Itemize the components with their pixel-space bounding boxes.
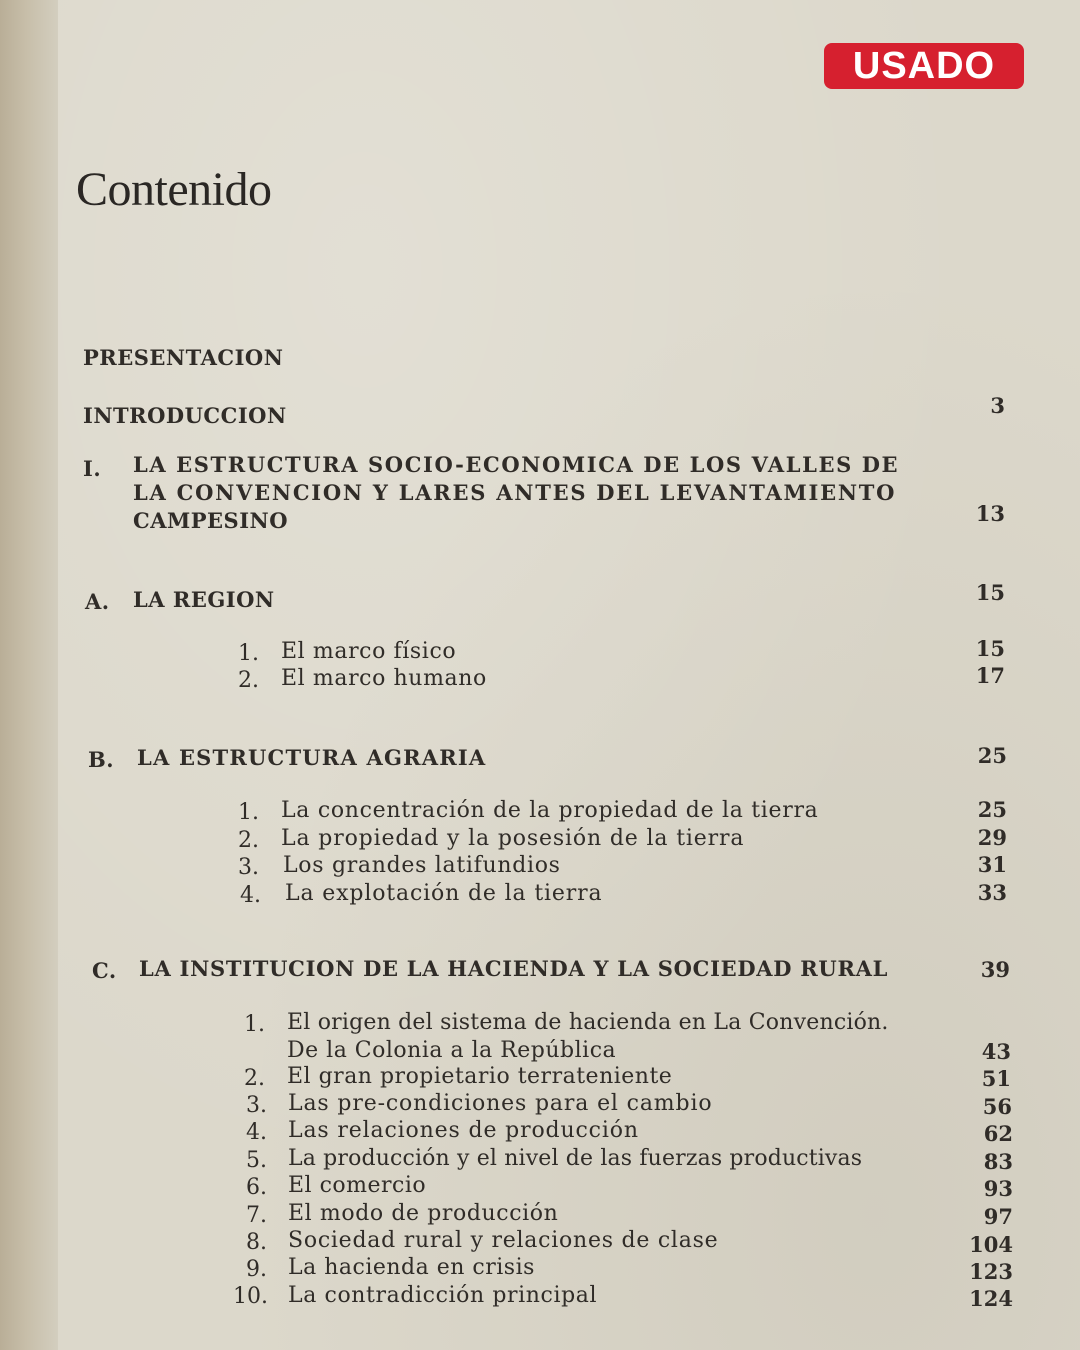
toc-item-page: 62 xyxy=(983,1121,1013,1146)
toc-item-page: 33 xyxy=(977,880,1007,905)
toc-item-num: 4. xyxy=(240,883,261,908)
toc-item-page: 31 xyxy=(977,852,1007,877)
toc-chapter1-line2: LA CONVENCION Y LARES ANTES DEL LEVANTAMIENTO xyxy=(133,480,897,505)
toc-chapter1-line1: LA ESTRUCTURA SOCIO-ECONOMICA DE LOS VALLES DE xyxy=(133,452,900,477)
toc-item-num: 1. xyxy=(238,641,259,666)
toc-item-page: 51 xyxy=(981,1066,1011,1091)
toc-sectionA-letter: A. xyxy=(85,589,110,614)
toc-sectionB-page: 25 xyxy=(977,743,1007,768)
toc-item-page: 56 xyxy=(982,1094,1012,1119)
toc-introduccion: INTRODUCCION xyxy=(83,403,287,428)
toc-item-num: 8. xyxy=(246,1230,267,1255)
book-spine-shadow xyxy=(0,0,58,1350)
toc-item-text: El comercio xyxy=(288,1173,427,1198)
page-title: Contenido xyxy=(76,163,272,216)
toc-item-text: Las pre-condiciones para el cambio xyxy=(288,1091,713,1116)
toc-item-text: La producción y el nivel de las fuerzas productivas xyxy=(288,1146,863,1171)
toc-item-text-line2: De la Colonia a la República xyxy=(287,1038,617,1063)
toc-item-page: 97 xyxy=(983,1204,1013,1229)
toc-item-text: Sociedad rural y relaciones de clase xyxy=(288,1228,719,1253)
toc-item-num: 2. xyxy=(244,1066,265,1091)
toc-item-num: 3. xyxy=(238,855,259,880)
toc-item-num: 2. xyxy=(238,828,259,853)
toc-item-text: El marco físico xyxy=(281,639,457,664)
toc-item-page: 123 xyxy=(969,1259,1013,1284)
toc-sectionC-page: 39 xyxy=(980,957,1010,982)
toc-item-page: 17 xyxy=(975,663,1005,688)
toc-item-num: 10. xyxy=(233,1284,268,1309)
toc-sectionB-label: LA ESTRUCTURA AGRARIA xyxy=(137,745,487,770)
used-badge: USADO xyxy=(824,43,1024,89)
toc-item-num: 6. xyxy=(246,1175,267,1200)
toc-item-text: La hacienda en crisis xyxy=(288,1255,535,1280)
toc-item-num: 3. xyxy=(246,1093,267,1118)
toc-item-page: 15 xyxy=(975,636,1005,661)
toc-sectionB-letter: B. xyxy=(88,747,115,772)
toc-item-num: 1. xyxy=(238,800,259,825)
toc-item-page: 29 xyxy=(977,825,1007,850)
toc-sectionC-label: LA INSTITUCION DE LA HACIENDA Y LA SOCIEDAD RURAL xyxy=(139,956,889,981)
toc-chapter1-page: 13 xyxy=(975,501,1005,526)
toc-item-num: 7. xyxy=(246,1203,267,1228)
toc-item-page: 83 xyxy=(983,1149,1013,1174)
toc-introduccion-page: 3 xyxy=(990,393,1005,418)
toc-item-text: El origen del sistema de hacienda en La Convención. xyxy=(287,1010,889,1035)
toc-item-text: La concentración de la propiedad de la tierra xyxy=(281,798,819,823)
toc-sectionC-letter: C. xyxy=(92,958,117,983)
toc-item-text: La contradicción principal xyxy=(288,1283,598,1308)
toc-presentacion: PRESENTACION xyxy=(83,345,284,370)
toc-item-page: 43 xyxy=(981,1039,1011,1064)
toc-item-num: 9. xyxy=(246,1257,267,1282)
toc-item-num: 2. xyxy=(238,668,259,693)
toc-item-page: 104 xyxy=(969,1232,1013,1257)
toc-item-text: Las relaciones de producción xyxy=(288,1118,639,1143)
toc-item-text: El modo de producción xyxy=(288,1201,559,1226)
toc-item-text: El gran propietario terrateniente xyxy=(287,1064,673,1089)
toc-item-num: 4. xyxy=(246,1120,267,1145)
toc-item-num: 5. xyxy=(246,1148,267,1173)
toc-chapter1-numeral: I. xyxy=(83,456,102,481)
toc-item-text: La propiedad y la posesión de la tierra xyxy=(281,826,745,851)
toc-chapter1-line3: CAMPESINO xyxy=(133,508,289,533)
toc-item-text: Los grandes latifundios xyxy=(283,853,561,878)
toc-item-page: 93 xyxy=(983,1176,1013,1201)
toc-item-page: 25 xyxy=(977,797,1007,822)
toc-sectionA-page: 15 xyxy=(975,580,1005,605)
toc-item-num: 1. xyxy=(244,1012,265,1037)
toc-sectionA-label: LA REGION xyxy=(133,587,275,612)
toc-item-page: 124 xyxy=(969,1286,1013,1311)
toc-item-text: El marco humano xyxy=(281,666,487,691)
toc-item-text: La explotación de la tierra xyxy=(285,881,603,906)
